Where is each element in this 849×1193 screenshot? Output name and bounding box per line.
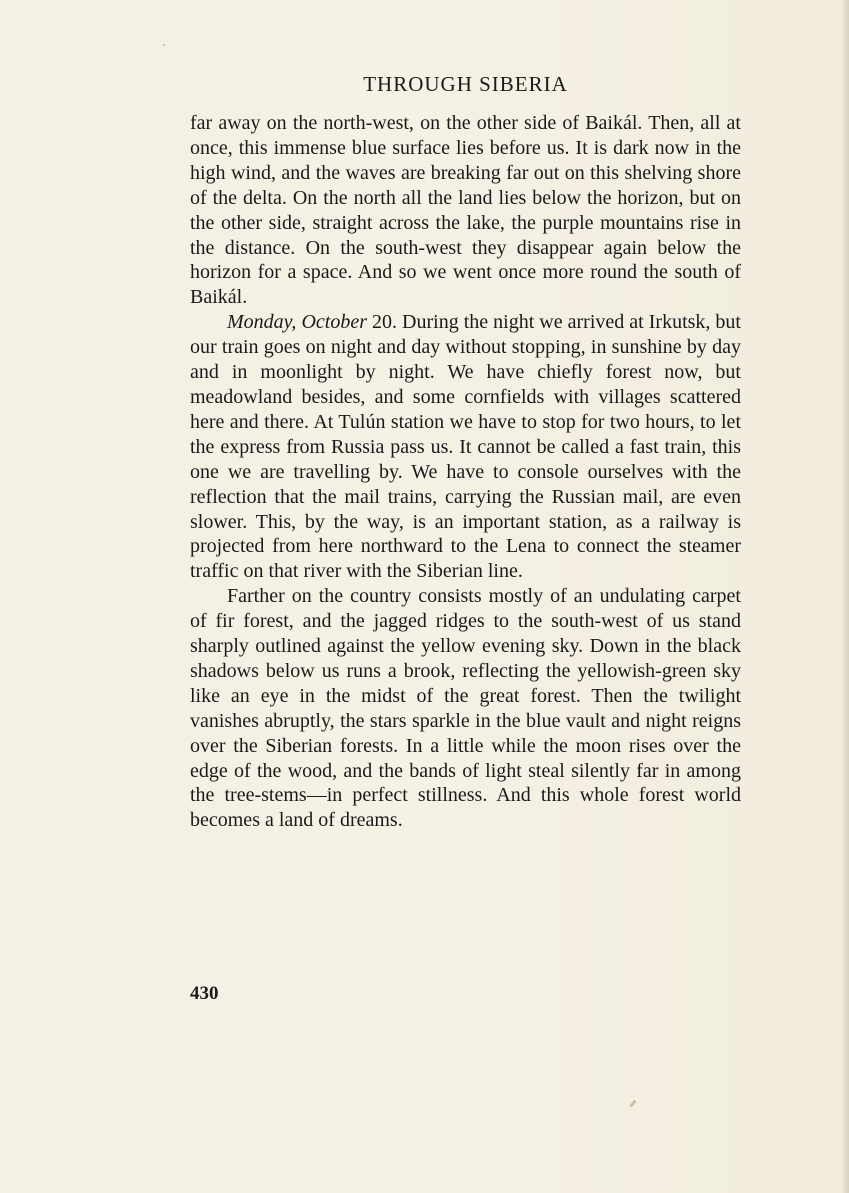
running-head: THROUGH SIBERIA xyxy=(363,72,568,96)
paragraph-3 xyxy=(190,584,741,833)
paper-speck xyxy=(163,44,165,46)
paragraph-2-text: 20. During the night we arrived at Irkutsk, but our train goes on night and day without stopping, in sunshine by day and in moonlight by night. We have chiefly forest now, but meadowland besides, and some cornfields with villages scattered here and there. At Tulún station we have to stop for two hours, to let the express from Russia pass us. It cannot be called a fast train, this one we are travelling by. We have to console ourselves with the reflection that the mail trains, carrying the Russian mail, are even slower. This, by the way, is an important station, as a railway is projected from here northward to the Lena to connect the steamer traffic on that river with the Siberian line. xyxy=(190,311,741,583)
ink-mark xyxy=(629,1099,636,1107)
page-edge xyxy=(843,0,849,1193)
paragraph-1 xyxy=(190,111,741,310)
paragraph-3-text: Farther on the country consists mostly of an undulating carpet of fir forest, and the jagged ridges to the south-west of us stand sharply outlined against the yellow evening sky. Down in the black shadows below us runs a brook, reflecting the yellowish-green sky like an eye in the midst of the great forest. Then the twilight vanishes abruptly, the stars sparkle in the blue vault and night reigns over the Siberian forests. In a little while the moon rises over the edge of the wood, and the bands of light steal silently far in among the tree-stems—in perfect stillness. And this whole forest world becomes a land of dreams. xyxy=(190,585,741,832)
body-text xyxy=(190,111,741,833)
paragraph-2-date-lead: Monday, October xyxy=(227,311,367,334)
paragraph-1-text: far away on the north-west, on the other side of Baikál. Then, all at once, this immense blue surface lies before us. It is dark now in the high wind, and the waves are breaking far out on this shelving shore of the delta. On the north all the land lies below the horizon, but on the other side, straight across the lake, the purple mountains rise in the distance. On the south-west they disappear again below the horizon for a space. And so we went once more round the south of Baikál. xyxy=(190,112,741,309)
page-number: 430 xyxy=(190,983,219,1004)
paragraph-2 xyxy=(190,310,741,584)
